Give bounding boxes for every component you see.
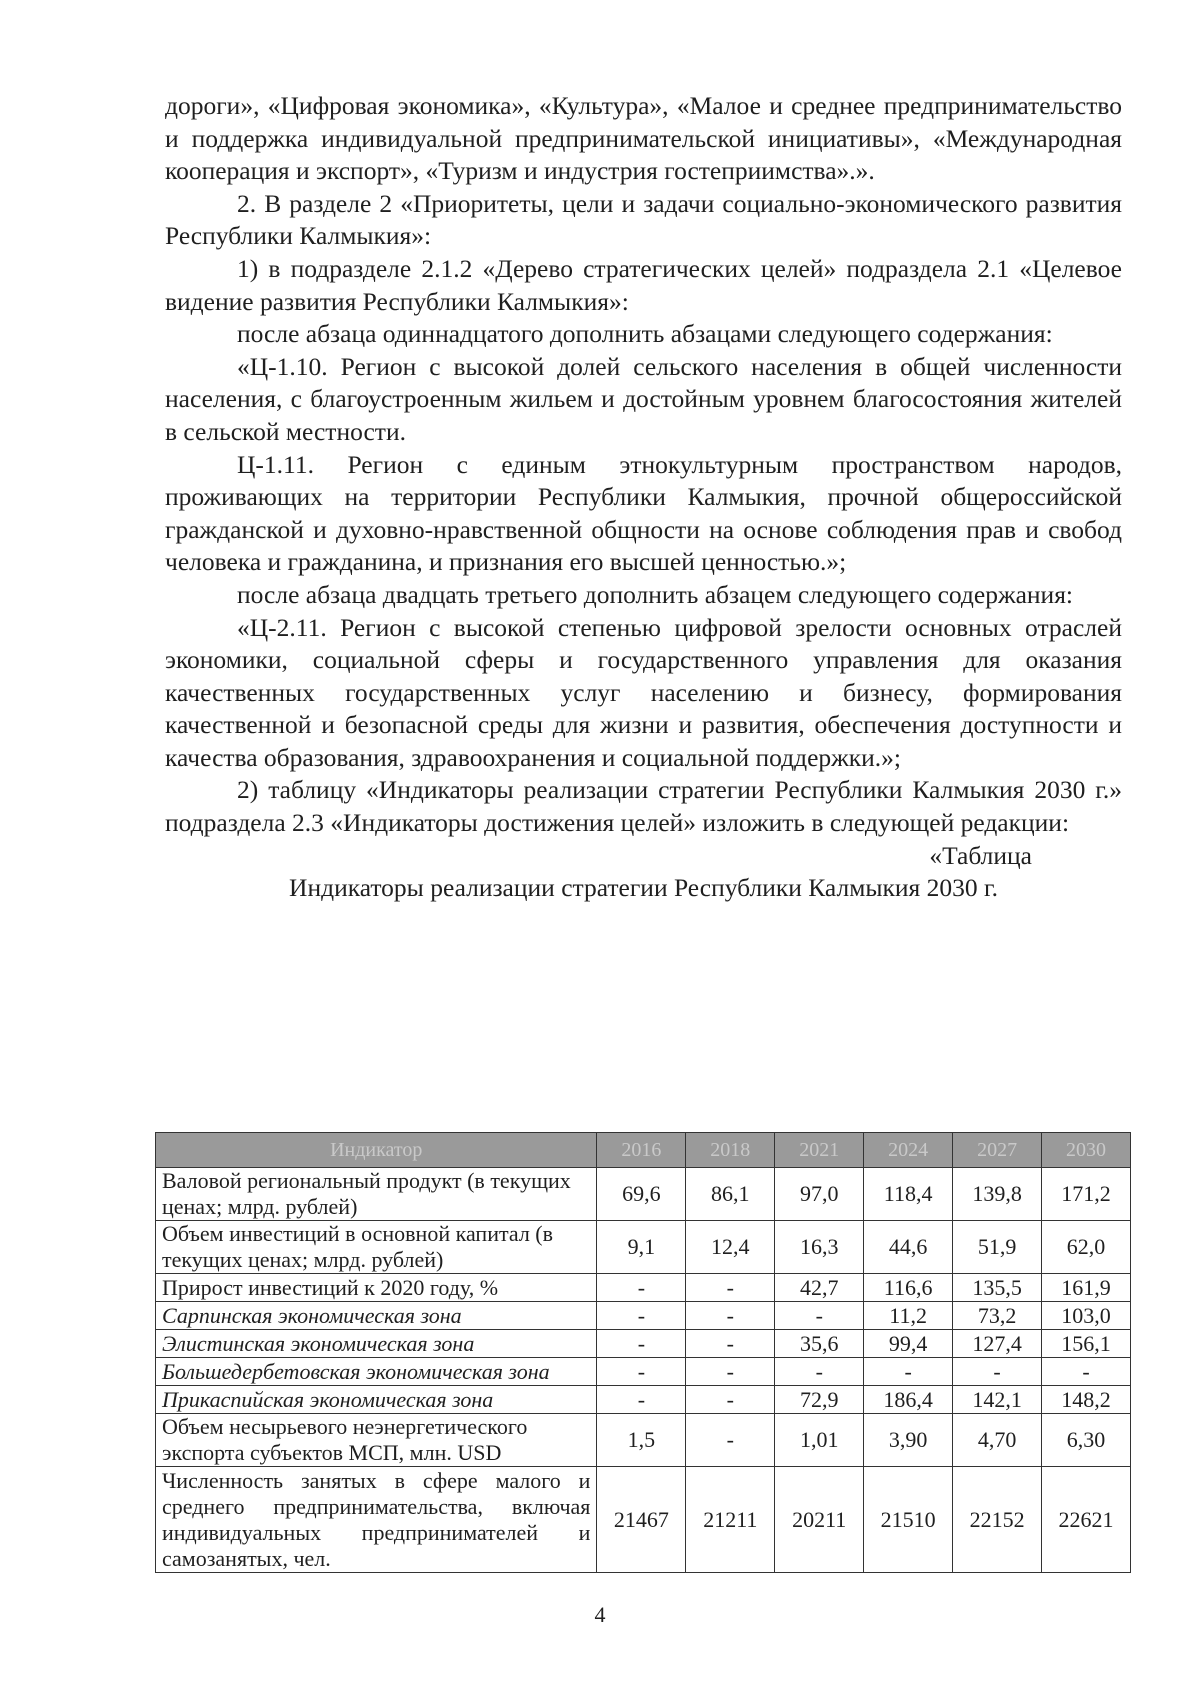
indicator-value-cell: -: [686, 1302, 775, 1330]
paragraph: «Ц-1.10. Регион с высокой долей сельского населения в общей численности населения, с благоустроенным жильем и достойным уровнем благосостояния жителей в сельской местности.: [165, 351, 1122, 446]
indicator-value-cell: 11,2: [864, 1302, 953, 1330]
indicator-value-cell: 3,90: [864, 1414, 953, 1467]
paragraph: после абзаца одиннадцатого дополнить абзацами следующего содержания:: [237, 319, 1053, 349]
indicator-value-cell: 21510: [864, 1467, 953, 1573]
indicator-value-cell: 139,8: [953, 1168, 1042, 1221]
table-header-cell: 2016: [597, 1133, 686, 1168]
indicator-value-cell: 171,2: [1042, 1168, 1131, 1221]
indicator-value-cell: 20211: [775, 1467, 864, 1573]
indicator-value-cell: 9,1: [597, 1221, 686, 1274]
table-header-cell: 2018: [686, 1133, 775, 1168]
indicator-value-cell: 116,6: [864, 1274, 953, 1302]
indicator-value-cell: -: [597, 1274, 686, 1302]
indicator-name-cell: Объем несырьевого неэнергетического экспорта субъектов МСП, млн. USD: [156, 1414, 597, 1467]
indicator-name-cell: Элистинская экономическая зона: [156, 1330, 597, 1358]
indicator-value-cell: 86,1: [686, 1168, 775, 1221]
indicator-value-cell: 42,7: [775, 1274, 864, 1302]
table-header-cell: 2027: [953, 1133, 1042, 1168]
paragraph: после абзаца двадцать третьего дополнить абзацем следующего содержания:: [237, 579, 1074, 609]
indicator-value-cell: -: [686, 1358, 775, 1386]
indicator-value-cell: 4,70: [953, 1414, 1042, 1467]
table-row: [156, 1302, 1131, 1330]
indicator-value-cell: -: [597, 1330, 686, 1358]
indicator-value-cell: 148,2: [1042, 1386, 1131, 1414]
table-row: [156, 1221, 1131, 1274]
indicator-value-cell: 44,6: [864, 1221, 953, 1274]
indicator-value-cell: 1,5: [597, 1414, 686, 1467]
indicator-value-cell: 35,6: [775, 1330, 864, 1358]
paragraph: дороги», «Цифровая экономика», «Культура», «Малое и среднее предпринимательство и поддержка индивидуальной предпринимательской инициативы», «Международная кооперация и экспорт», «Туризм и индустрия гостеприимства».».: [165, 91, 1122, 186]
indicator-value-cell: 135,5: [953, 1274, 1042, 1302]
table-row: [156, 1358, 1131, 1386]
indicator-value-cell: -: [686, 1414, 775, 1467]
indicator-value-cell: -: [597, 1358, 686, 1386]
indicator-value-cell: 97,0: [775, 1168, 864, 1221]
table-title: Индикаторы реализации стратегии Республики Калмыкия 2030 г.: [289, 873, 998, 903]
indicator-value-cell: -: [597, 1302, 686, 1330]
indicator-value-cell: -: [953, 1358, 1042, 1386]
indicator-value-cell: -: [1042, 1358, 1131, 1386]
table-header-cell: Индикатор: [156, 1133, 597, 1168]
indicator-name-cell: Большедербетовская экономическая зона: [156, 1358, 597, 1386]
indicator-value-cell: -: [686, 1274, 775, 1302]
paragraph: 1) в подразделе 2.1.2 «Дерево стратегических целей» подраздела 2.1 «Целевое видение развития Республики Калмыкия»:: [165, 253, 1122, 316]
body-text: [165, 90, 1122, 905]
indicator-value-cell: 161,9: [1042, 1274, 1131, 1302]
indicator-value-cell: 62,0: [1042, 1221, 1131, 1274]
paragraph: «Ц-2.11. Регион с высокой степенью цифровой зрелости основных отраслей экономики, социальной сферы и государственного управления для оказания качественных государственных услуг населению и бизнесу, формирования качественной и безопасной среды для жизни и развития, обеспечения доступности и качества образования, здравоохранения и социальной поддержки.»;: [165, 612, 1122, 772]
indicator-value-cell: 72,9: [775, 1386, 864, 1414]
indicator-name-cell: Прирост инвестиций к 2020 году, %: [156, 1274, 597, 1302]
paragraph: Ц-1.11. Регион с единым этнокультурным пространством народов, проживающих на территории Республики Калмыкия, прочной общероссийской гражданской и духовно-нравственной общности на основе соблюдения прав и свобод человека и гражданина, и признания его высшей ценностью.»;: [165, 449, 1122, 577]
table-row: [156, 1274, 1131, 1302]
indicator-value-cell: 22152: [953, 1467, 1042, 1573]
table-row: [156, 1330, 1131, 1358]
indicator-value-cell: -: [686, 1386, 775, 1414]
table-row: [156, 1168, 1131, 1221]
paragraph: 2) таблицу «Индикаторы реализации стратегии Республики Калмыкия 2030 г.» подраздела 2.3 «Индикаторы достижения целей» изложить в следующей редакции:: [165, 775, 1122, 838]
indicators-table: [155, 1132, 1131, 1573]
indicator-value-cell: 69,6: [597, 1168, 686, 1221]
indicator-name-cell: Численность занятых в сфере малого и среднего предпринимательства, включая индивидуальных предпринимателей и самозанятых, чел.: [156, 1467, 597, 1573]
indicator-value-cell: 22621: [1042, 1467, 1131, 1573]
indicator-value-cell: 118,4: [864, 1168, 953, 1221]
indicator-value-cell: 51,9: [953, 1221, 1042, 1274]
indicator-value-cell: 99,4: [864, 1330, 953, 1358]
indicator-value-cell: -: [775, 1302, 864, 1330]
indicator-value-cell: 21211: [686, 1467, 775, 1573]
table-row: [156, 1386, 1131, 1414]
indicator-value-cell: 142,1: [953, 1386, 1042, 1414]
indicator-value-cell: 156,1: [1042, 1330, 1131, 1358]
indicator-value-cell: -: [686, 1330, 775, 1358]
table-row: [156, 1467, 1131, 1573]
indicator-value-cell: 127,4: [953, 1330, 1042, 1358]
indicator-value-cell: 6,30: [1042, 1414, 1131, 1467]
indicator-value-cell: -: [864, 1358, 953, 1386]
indicator-value-cell: 1,01: [775, 1414, 864, 1467]
table-header-cell: 2021: [775, 1133, 864, 1168]
indicator-value-cell: 103,0: [1042, 1302, 1131, 1330]
indicator-value-cell: -: [597, 1386, 686, 1414]
table-row: [156, 1414, 1131, 1467]
indicator-name-cell: Прикаспийская экономическая зона: [156, 1386, 597, 1414]
table-body: [156, 1168, 1131, 1573]
table-header-cell: 2030: [1042, 1133, 1131, 1168]
paragraph: 2. В разделе 2 «Приоритеты, цели и задачи социально-экономического развития Республики Калмыкия»:: [165, 188, 1122, 251]
indicator-value-cell: 73,2: [953, 1302, 1042, 1330]
indicator-value-cell: 21467: [597, 1467, 686, 1573]
indicator-value-cell: 16,3: [775, 1221, 864, 1274]
indicator-name-cell: Сарпинская экономическая зона: [156, 1302, 597, 1330]
indicator-value-cell: 12,4: [686, 1221, 775, 1274]
indicator-value-cell: -: [775, 1358, 864, 1386]
table-label: «Таблица: [929, 840, 1032, 870]
table-header-cell: 2024: [864, 1133, 953, 1168]
indicator-value-cell: 186,4: [864, 1386, 953, 1414]
indicator-name-cell: Объем инвестиций в основной капитал (в текущих ценах; млрд. рублей): [156, 1221, 597, 1274]
table-header-row: [156, 1133, 1131, 1168]
page-number: 4: [594, 1602, 606, 1627]
indicators-table-wrap: [155, 1132, 1131, 1573]
indicator-name-cell: Валовой региональный продукт (в текущих ценах; млрд. рублей): [156, 1168, 597, 1221]
